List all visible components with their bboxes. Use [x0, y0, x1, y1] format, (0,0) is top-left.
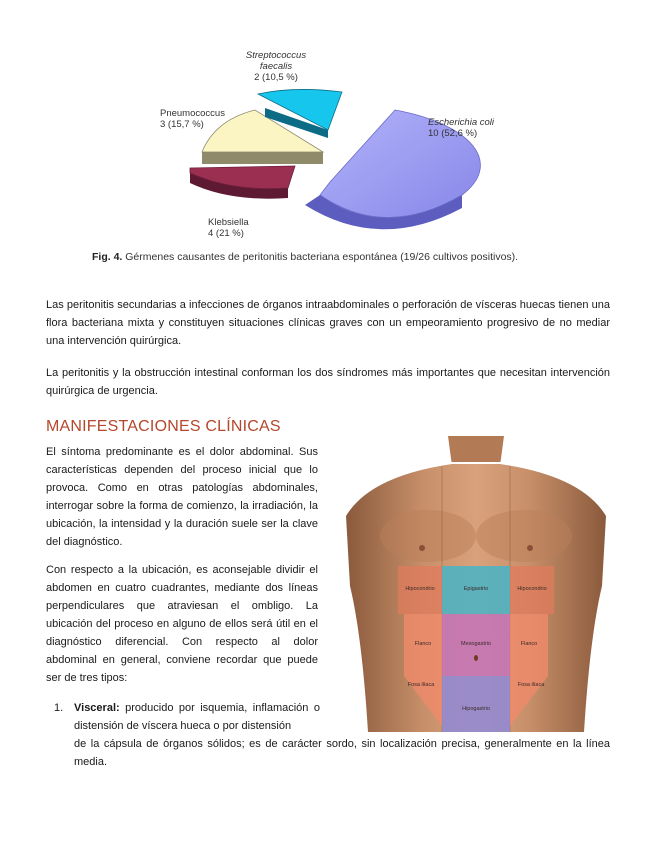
region-flanco-derecho: Flanco — [520, 641, 538, 647]
paragraph-sintoma-predominante: El síntoma predominante es el dolor abdominal. Sus características dependen del proceso inicial que lo provoca. Como en otras patologías abdominales, interrogar sobre la forma de comienzo, la irradiación, la ubicación, la intensidad y la duración suele ser la clave del diagnóstico. — [46, 446, 318, 548]
region-fosa-iliaca-izquierda: Fosa ilíaca — [407, 682, 435, 688]
label-klebsiella — [208, 217, 249, 239]
label-streptococcus-count: 2 (10,5 %) — [254, 72, 298, 83]
region-epigastrio: Epigastrio — [463, 586, 489, 592]
label-pneumococcus-count: 3 (15,7 %) — [160, 119, 204, 130]
region-hipocondrio-izquierdo: Hipocondrio — [405, 586, 435, 592]
region-mesogastrio: Mesogastrio — [461, 641, 491, 647]
figure-caption-text: Gérmenes causantes de peritonitis bacteriana espontánea (19/26 cultivos positivos). — [125, 251, 519, 263]
label-escherichia-coli — [428, 117, 494, 139]
figure-caption-label: Fig. 4. — [92, 251, 123, 263]
slice-pneumococcus-side — [202, 152, 323, 164]
figure-caption — [92, 251, 518, 263]
pie-chart-svg — [130, 40, 510, 245]
paragraph-peritonitis-secundarias: Las peritonitis secundarias a infecciones de órganos intraabdominales o perforación de vísceras huecas tienen una flora bacteriana mixta y constituyen situaciones clínicas graves con un empeoramiento progresivo de no mediar una intervención quirúrgica. — [46, 299, 610, 347]
list-item-visceral — [54, 699, 320, 735]
label-klebsiella-name: Klebsiella — [208, 217, 249, 228]
list-item-visceral-continued: de la cápsula de órganos sólidos; es de carácter sordo, sin localización precisa, generalmente en la línea media. — [74, 738, 610, 768]
label-pneumococcus-name: Pneumococcus — [160, 108, 225, 119]
paragraph-sindromes-quirurgicos: La peritonitis y la obstrucción intestinal conforman los dos síndromes más importantes que necesitan intervención quirúrgica de urgencia. — [46, 367, 610, 397]
section-heading: MANIFESTACIONES CLÍNICAS — [46, 418, 281, 435]
list-item-text-a: producido por isquemia, inflamación o distensión de víscera hueca o por distensión — [74, 702, 320, 732]
label-pneumococcus — [160, 108, 225, 130]
label-streptococcus — [240, 50, 312, 83]
pie-chart — [130, 40, 510, 245]
list-item-number: 1. — [54, 702, 64, 714]
region-hipocondrio-derecho: Hipocondrio — [517, 586, 547, 592]
region-hipogastrio: Hipogastrio — [462, 706, 490, 712]
abdominal-regions-figure — [340, 436, 612, 732]
label-streptococcus-name: Streptococcus faecalis — [245, 50, 307, 72]
paragraph-ubicacion-cuadrantes: Con respecto a la ubicación, es aconsejable dividir el abdomen en cuatro cuadrantes, mediante dos líneas perpendiculares que atraviesan el ombligo. La ubicación del proceso en alguno de ellos será útil en el diagnóstico diferencial. Con respecto al dolor abdominal en general, conviene recordar que puede ser de tres tipos: — [46, 564, 318, 684]
label-escherichia-coli-name: Escherichia coli — [428, 117, 494, 128]
region-flanco-izquierdo: Flanco — [414, 641, 432, 647]
list-item-term: Visceral: — [74, 702, 120, 714]
torso-illustration — [340, 436, 612, 732]
region-fosa-iliaca-derecha: Fosa ilíaca — [517, 682, 545, 688]
label-klebsiella-count: 4 (21 %) — [208, 228, 244, 239]
label-escherichia-coli-count: 10 (52,6 %) — [428, 128, 478, 139]
